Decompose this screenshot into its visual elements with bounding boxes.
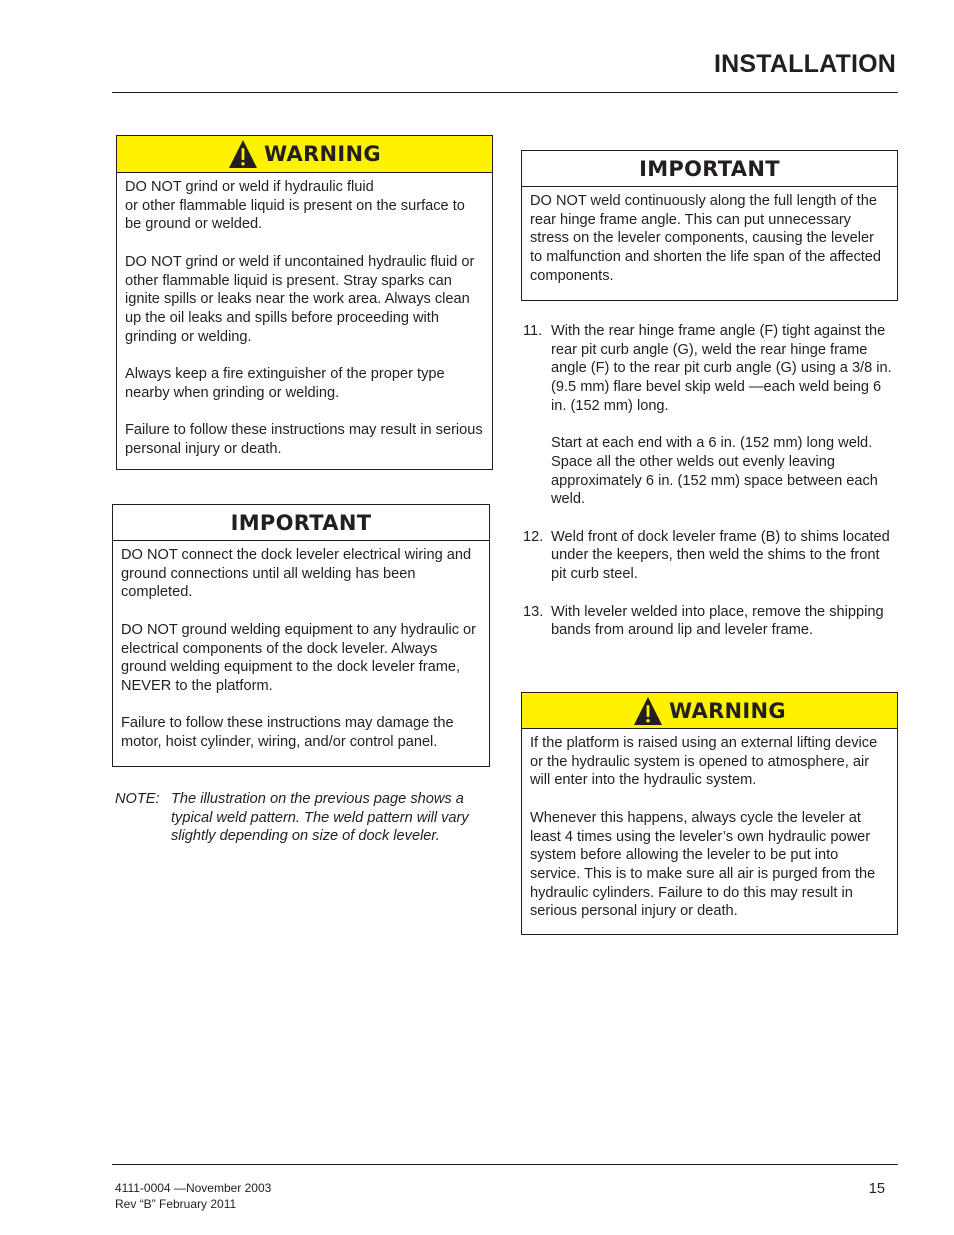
warning-triangle-icon	[633, 696, 663, 726]
important-header	[522, 151, 897, 187]
warning-paragraph: DO NOT grind or weld if uncontained hydraulic fluid or other flammable liquid is present. Stray sparks can ignite spills or leaks near the work area. Always clean up the oil leaks and spills before proceeding with grinding or welding.	[125, 253, 475, 345]
important-paragraph: DO NOT connect the dock leveler electrical wiring and ground connections until all welding has been completed.	[121, 547, 472, 601]
footer-doc-number: 4111-0004 —November 2003	[115, 1181, 272, 1195]
step-text	[551, 322, 893, 509]
step-text	[551, 603, 893, 640]
step-number: 13.	[523, 603, 544, 620]
footer-rule	[112, 1164, 898, 1165]
warning-paragraph: Failure to follow these instructions may result in serious personal injury or death.	[125, 422, 483, 457]
step-number: 11.	[523, 323, 543, 339]
warning-triangle-icon	[228, 139, 258, 169]
step-text	[551, 528, 893, 584]
important-body	[113, 541, 489, 752]
note-label: NOTE:	[115, 791, 160, 807]
important-heading: IMPORTANT	[639, 156, 780, 181]
warning-box-grinding	[116, 135, 493, 470]
warning-body	[117, 173, 492, 459]
warning-heading: WARNING	[669, 698, 786, 723]
important-paragraph: Failure to follow these instructions may damage the motor, hoist cylinder, wiring, and/or control panel.	[121, 715, 454, 750]
illustration-note	[115, 790, 495, 846]
warning-header	[522, 693, 897, 729]
step-item	[523, 528, 893, 584]
important-paragraph: DO NOT weld continuously along the full length of the rear hinge frame angle. This can put unnecessary stress on the leveler components, causing the leveler to malfunction and shorten the life span of the affected components.	[530, 193, 882, 284]
important-box-wiring	[112, 504, 490, 767]
header-rule	[112, 92, 898, 93]
warning-header	[117, 136, 492, 173]
important-body	[522, 187, 897, 286]
footer-doc-info	[115, 1181, 271, 1212]
warning-heading: WARNING	[264, 142, 381, 166]
warning-body	[522, 729, 897, 921]
page-title: INSTALLATION	[713, 50, 896, 78]
step-paragraph: Start at each end with a 6 in. (152 mm) long weld. Space all the other welds out evenly leaving approximately 6 in. (152 mm) space between each weld.	[551, 435, 878, 508]
footer-revision: Rev “B” February 2011	[115, 1196, 237, 1211]
warning-paragraph: Always keep a fire extinguisher of the proper type nearby when grinding or welding.	[125, 366, 445, 401]
warning-paragraph: DO NOT grind or weld if hydraulic fluid or other flammable liquid is present on the surface to be ground or welded.	[125, 179, 465, 233]
step-paragraph: With the rear hinge frame angle (F) tight against the rear pit curb angle (G), weld the rear hinge frame angle (F) to the rear pit curb angle (G) using a 3/8 in. (9.5 mm) flare bevel skip weld —each weld being 6 in. (152 mm) long.	[551, 323, 892, 414]
step-item	[523, 603, 893, 640]
step-item	[523, 322, 893, 509]
step-number: 12.	[523, 528, 544, 545]
note-text: The illustration on the previous page shows a typical weld pattern. The weld pattern will vary slightly depending on size of dock leveler.	[171, 791, 469, 845]
installation-steps	[523, 322, 893, 659]
important-header	[113, 505, 489, 541]
step-paragraph: Weld front of dock leveler frame (B) to shims located under the keepers, then weld the shims to the front pit curb steel.	[551, 528, 890, 583]
warning-box-platform	[521, 692, 898, 935]
warning-paragraph: Whenever this happens, always cycle the leveler at least 4 times using the leveler’s own hydraulic power system before allowing the leveler to be put into service. This is to make sure all air is purged from the hydraulic cylinders. Failure to do this may result in serious personal injury or death.	[530, 809, 876, 920]
important-paragraph: DO NOT ground welding equipment to any hydraulic or electrical components of the dock leveler. Always ground welding equipment to the dock leveler frame, NEVER to the platform.	[121, 621, 477, 694]
important-heading: IMPORTANT	[230, 510, 372, 535]
warning-paragraph: If the platform is raised using an external lifting device or the hydraulic system is opened to atmosphere, air will enter into the hydraulic system.	[530, 735, 878, 789]
important-box-weld	[521, 150, 898, 301]
step-paragraph: With leveler welded into place, remove the shipping bands from around lip and leveler frame.	[551, 603, 884, 639]
page-number: 15	[868, 1181, 885, 1197]
